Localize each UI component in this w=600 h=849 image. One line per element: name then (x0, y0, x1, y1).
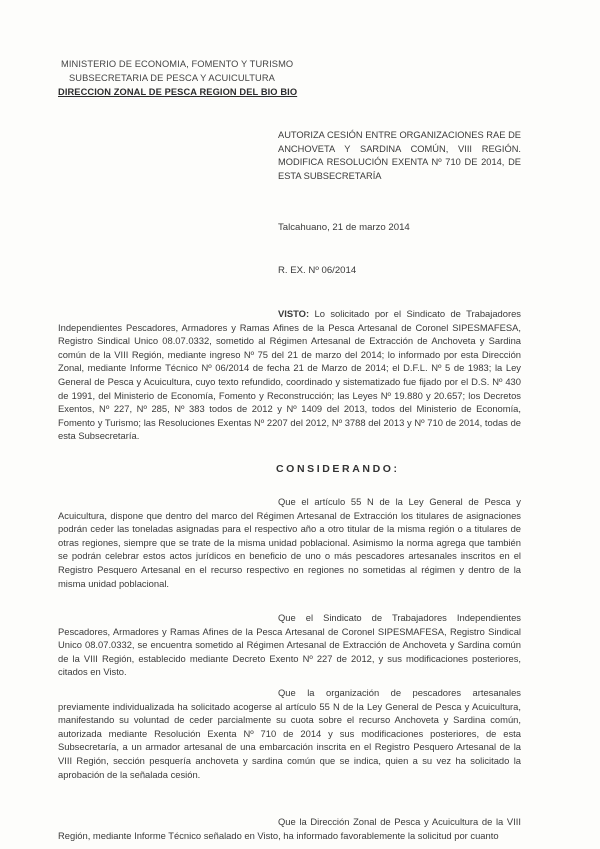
visto-paragraph (58, 307, 521, 443)
undersecretariat-name: SUBSECRETARIA DE PESCA Y ACUICULTURA (69, 73, 275, 83)
visto-text: Lo solicitado por el Sindicato de Trabajadores Independientes Pescadores, Armadores y Ramas Afines de la Pesca Artesanal de Coronel SIPESMAFESA, Registro Sindical Unico 08.07.0332, sometido al Régimen Artesanal de Extracción de Anchoveta y Sardina común de la VIII Región, mediante ingreso Nº 75 del 21 de marzo del 2014; lo informado por esta Dirección Zonal, mediante Informe Técnico Nº 06/2014 de fecha 21 de Marzo de 2014; el D.F.L. Nº 5 de 1983; la Ley General de Pesca y Acuicultura, cuyo texto refundido, coordinado y sistematizado fue fijado por el D.S. Nº 430 de 1991, del Ministerio de Economía, Fomento y Reconstrucción; las Leyes Nº 19.880 y 20.657; los Decretos Exentos, Nº 227, Nº 285, Nº 383 todos de 2012 y Nº 1409 del 2013, todos del Ministerio de Economía, Fomento y Turismo; las Resoluciones Exentas Nº 2207 del 2012, Nº 3788 del 2013 y Nº 710 de 2014, todas de esta Subsecretaría. (58, 308, 521, 442)
zonal-direction-name: DIRECCION ZONAL DE PESCA REGION DEL BIO BIO (58, 87, 298, 97)
considerando-paragraph-2: Que el Sindicato de Trabajadores Independientes Pescadores, Armadores y Ramas Afines de la Pesca Artesanal de Coronel SIPESMAFESA, Registro Sindical Unico 08.07.0332, se encuentra sometido al Régimen Artesanal de Extracción de Anchoveta y Sardina común de la VIII Región, establecido mediante Decreto Exento Nº 227 de 2012, y sus modificaciones posteriores, citados en Visto. (58, 612, 521, 678)
considerando-paragraph-3: Que la organización de pescadores artesanales previamente individualizada ha solicitado acogerse al artículo 55 N de la Ley General de Pesca y Acuicultura, manifestando su voluntad de ceder parcialmente su cuota sobre el recurso Anchoveta y Sardina común, autorizada mediante Resolución Exenta Nº 710 de 2014 y sus modificaciones posteriores, de esta Subsecretaría, a un armador artesanal de una embarcación inscrita en el Registro Pesquero Artesanal de la VIII Región, sección pesquería anchoveta y sardina común que se indica, quien a su vez ha solicitado la aprobación de la señalada cesión. (58, 687, 521, 780)
letterhead (58, 57, 297, 99)
resolution-number: R. EX. Nº 06/2014 (278, 265, 357, 276)
ministry-name: MINISTERIO DE ECONOMIA, FOMENTO Y TURISMO (61, 59, 294, 69)
considerando-heading: CONSIDERANDO: (276, 463, 400, 475)
considerando-paragraph-4: Que la Dirección Zonal de Pesca y Acuicultura de la VIII Región, mediante Informe Técnico señalado en Visto, ha informado favorablemente la solicitud por cuanto (58, 816, 521, 841)
considerando-paragraph-1: Que el artículo 55 N de la Ley General de Pesca y Acuicultura, dispone que dentro del marco del Régimen Artesanal de Extracción los titulares de asignaciones podrán ceder las toneladas asignadas para el respectivo año a otro titular de la misma región o a titulares de otras regiones, siempre que se trate de la misma unidad poblacional. Asimismo la norma agrega que también se podrán celebrar estos actos jurídicos en beneficio de uno o más pescadores artesanales inscritos en el Registro Pesquero Artesanal en el recurso respectivo en regiones no sometidas al régimen y dentro de la misma unidad poblacional. (58, 496, 521, 589)
resolution-subject: AUTORIZA CESIÓN ENTRE ORGANIZACIONES RAE DE ANCHOVETA Y SARDINA COMÚN, VIII REGIÓN. MODIFICA RESOLUCIÓN EXENTA Nº 710 DE 2014, DE ESTA SUBSECRETARÍA (278, 130, 521, 181)
place-date: Talcahuano, 21 de marzo 2014 (278, 222, 410, 233)
visto-label: VISTO: (278, 308, 310, 319)
